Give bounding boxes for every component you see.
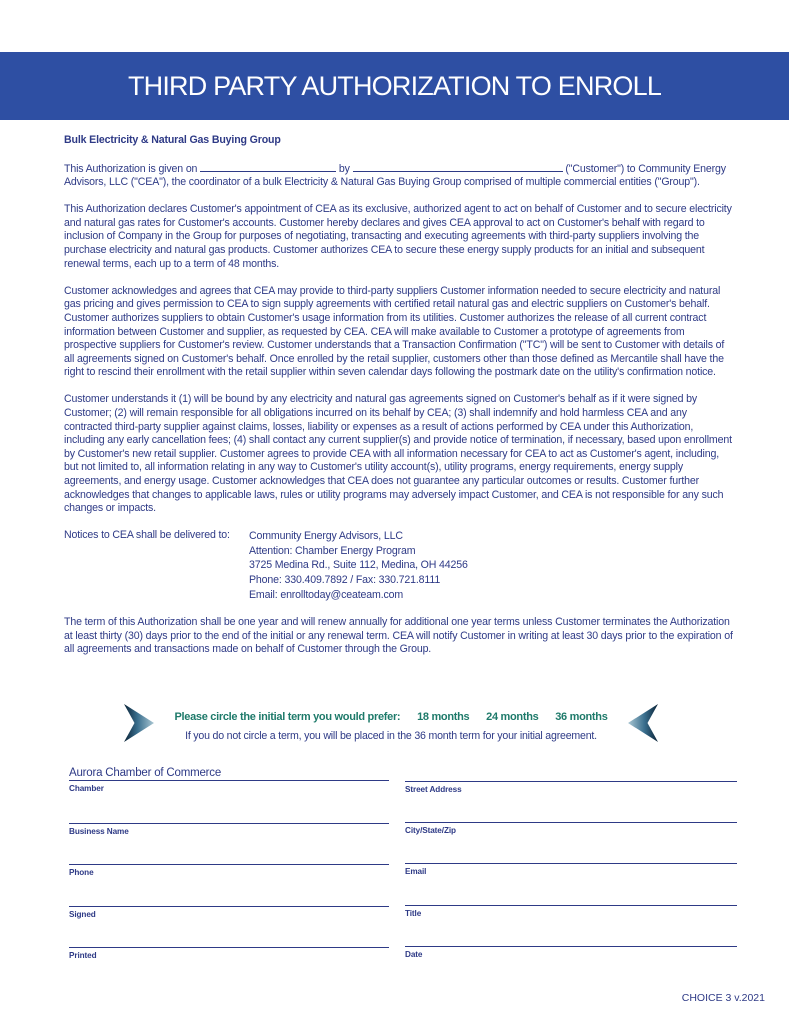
address-line: Community Energy Advisors, LLC: [249, 530, 403, 543]
business-name-field[interactable]: [69, 823, 401, 836]
term-prompt-line: [124, 711, 658, 723]
intro-paragraph: [64, 161, 734, 190]
printed-label: Printed: [69, 951, 97, 960]
business-name-label: Business Name: [69, 827, 129, 836]
subheading: Bulk Electricity & Natural Gas Buying Group: [64, 134, 281, 146]
term-default-note: If you do not circle a term, you will be placed in the 36 month term for your initial agreement.: [185, 730, 597, 742]
signed-field[interactable]: [69, 906, 401, 919]
cea-address: [249, 529, 468, 602]
term-option-18[interactable]: 18 months: [417, 711, 470, 723]
term-choice-box: [124, 702, 658, 742]
understanding-paragraph: Customer understands it (1) will be bound by any electricity and natural gas agreements signed on Customer's behalf as if it were signed by Customer; (2) will remain responsible for all obligations incurred on its behalf by CEA; (3) shall indemnify and hold harmless CEA and any contracted third-party supplier against claims, losses, liability or expenses as a result of actions performed by CEA under this Authorization, including any early cancellation fees; (4) shall contact any current supplier(s) and provide notice of termination, if necessary, based upon enrollment by Customer's new retail supplier. Customer agrees to provide CEA with all information necessary for CEA to act as Customer's agent, including, but not limited to, all information relating in any way to Customer's utility account(s), utility programs, energy requirements, energy supply agreements, and energy usage. Customer acknowledges that CEA does not guarantee any particular outcomes or results. Customer further acknowledges that changes to applicable laws, rules or utility programs may adversely impact Customer, and CEA is not responsible for any such changes or impacts.: [64, 393, 732, 515]
date-given-blank[interactable]: [200, 161, 336, 172]
phone-field[interactable]: [69, 864, 401, 877]
term-paragraph: The term of this Authorization shall be one year and will renew annually for additional one year terms unless Customer terminates the Authorization at least thirty (30) days prior to the end of the initial or any renewal term. CEA will notify Customer in writing at least 30 days prior to the expiration of all agreements and transactions made on behalf of Customer through the Group.: [64, 616, 733, 656]
phone-label: Phone: [69, 868, 94, 877]
title-field[interactable]: [405, 905, 737, 918]
signed-label: Signed: [69, 910, 96, 919]
document-body: [64, 134, 734, 671]
term-option-24[interactable]: 24 months: [486, 711, 539, 723]
street-address-field[interactable]: [405, 781, 737, 794]
date-field[interactable]: [405, 946, 737, 959]
notices-block: [64, 529, 734, 602]
street-address-label: Street Address: [405, 785, 462, 794]
term-option-36[interactable]: 36 months: [555, 711, 608, 723]
term-prompt: Please circle the initial term you would prefer:: [174, 711, 401, 723]
city-state-zip-label: City/State/Zip: [405, 826, 456, 835]
intro-part3: ("Customer") to Community Energy Advisors, LLC ("CEA"), the coordinator of a bulk Electricity & Natural Gas Buying Group comprised of multiple commercial entities ("Group").: [64, 162, 726, 189]
address-line: Phone: 330.409.7892 / Fax: 330.721.8111: [249, 574, 441, 587]
form-version: CHOICE 3 v.2021: [681, 992, 765, 1004]
date-label: Date: [405, 950, 423, 959]
intro-part2: by: [338, 162, 350, 175]
email-field[interactable]: [405, 863, 737, 876]
address-line: Attention: Chamber Energy Program: [249, 544, 416, 557]
appointment-paragraph: This Authorization declares Customer's appointment of CEA as its exclusive, authorized agent to act on behalf of Customer and to secure electricity and natural gas rates for Customer's accounts. Customer hereby declares and gives CEA approval to act on Customer's behalf with regard to inclusion of Company in the Group for purposes of negotiating, transacting and executing agreements with third-party suppliers involving the purchase electricity and natural gas products. Customer authorizes CEA to secure these energy supply products for an initial and subsequent renewal terms, each up to a term of 48 months.: [64, 203, 732, 270]
chamber-field[interactable]: [69, 767, 401, 793]
intro-part1: This Authorization is given on: [64, 162, 198, 175]
title-label: Title: [405, 909, 422, 918]
title-banner: [0, 52, 789, 120]
address-line: Email: enrolltoday@ceateam.com: [249, 588, 404, 601]
chamber-label: Chamber: [69, 784, 104, 793]
printed-field[interactable]: [69, 947, 401, 960]
notices-lead: Notices to CEA shall be delivered to:: [64, 529, 230, 542]
chamber-value: Aurora Chamber of Commerce: [69, 767, 222, 779]
address-line: 3725 Medina Rd., Suite 112, Medina, OH 44256: [249, 559, 468, 572]
email-label: Email: [405, 867, 427, 876]
acknowledgement-paragraph: Customer acknowledges and agrees that CEA may provide to third-party suppliers Customer information needed to secure electricity and natural gas pricing and gives permission to CEA to sign supply agreements with certified retail natural gas and electric suppliers on Customer's behalf. Customer authorizes suppliers to obtain Customer's usage information from its utilities. Customer authorizes the release of all current contract information between Customer and supplier, as requested by CEA. CEA will make available to Customer a prototype of agreements from prospective suppliers for Customer's review. Customer understands that a Transaction Confirmation ("TC") will be sent to Customer with details of all agreements signed on Customer's behalf. Once enrolled by the retail supplier, customers other than those defined as Mercantile shall have the right to rescind their enrollment with the retail supplier within seven calendar days following the postmark date on the utility's confirmation notice.: [64, 284, 725, 379]
customer-name-blank[interactable]: [353, 161, 563, 172]
page-title: THIRD PARTY AUTHORIZATION TO ENROLL: [127, 70, 662, 101]
city-state-zip-field[interactable]: [405, 822, 737, 835]
